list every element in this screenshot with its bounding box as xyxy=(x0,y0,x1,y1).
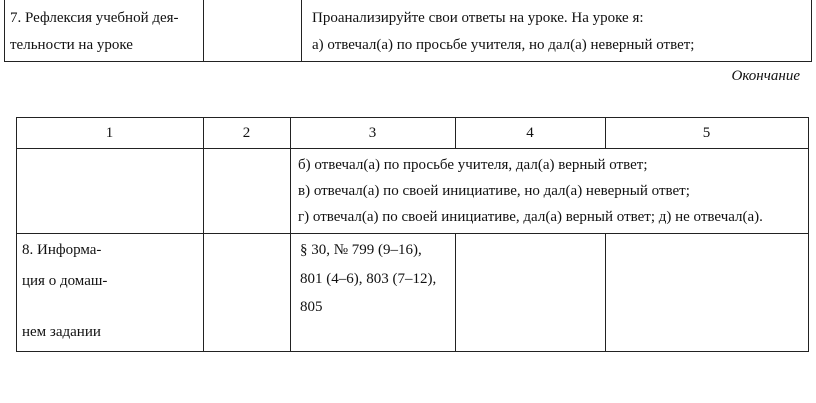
table-border xyxy=(290,117,291,352)
homework-label-line-1: 8. Информа- xyxy=(22,242,102,258)
column-header-3: 3 xyxy=(368,125,377,141)
answer-option-b: б) отвечал(а) по просьбе учителя, дал(а) верный ответ; xyxy=(298,157,648,173)
table-border xyxy=(605,233,606,352)
table-border xyxy=(203,0,204,62)
reflection-text-line-1: Проанализируйте свои ответы на уроке. На уроке я: xyxy=(312,10,644,26)
reflection-text-line-2: а) отвечал(а) по просьбе учителя, но дал(а) неверный ответ; xyxy=(312,37,695,53)
reflection-label-line-2: тельности на уроке xyxy=(10,37,133,53)
column-header-1: 1 xyxy=(105,125,114,141)
table-border xyxy=(455,233,456,352)
table-border xyxy=(16,117,17,352)
table-border xyxy=(811,0,812,62)
table-border xyxy=(203,117,204,352)
answer-option-d-e: г) отвечал(а) по своей инициативе, дал(а) верный ответ; д) не отвечал(а). xyxy=(298,209,763,225)
homework-assignment-line-2: 801 (4–6), 803 (7–12), xyxy=(300,271,437,287)
table-border xyxy=(16,233,809,234)
homework-label-line-2: ция о домаш- xyxy=(22,273,108,289)
table-border xyxy=(16,148,809,149)
column-header-4: 4 xyxy=(526,125,534,141)
continuation-caption: Окончание xyxy=(731,68,800,84)
table-border xyxy=(301,0,302,62)
reflection-label-line-1: 7. Рефлексия учебной дея- xyxy=(10,10,179,26)
table-border xyxy=(4,61,812,62)
column-header-5: 5 xyxy=(702,125,711,141)
table-border xyxy=(16,351,809,352)
homework-assignment-line-3: 805 xyxy=(300,299,323,315)
column-header-2: 2 xyxy=(242,125,251,141)
answer-option-c: в) отвечал(а) по своей инициативе, но дал(а) неверный ответ; xyxy=(298,183,690,199)
homework-label-line-3: нем задании xyxy=(22,324,101,340)
homework-assignment-line-1: § 30, № 799 (9–16), xyxy=(300,242,422,258)
table-border xyxy=(808,117,809,352)
table-border xyxy=(4,0,5,62)
